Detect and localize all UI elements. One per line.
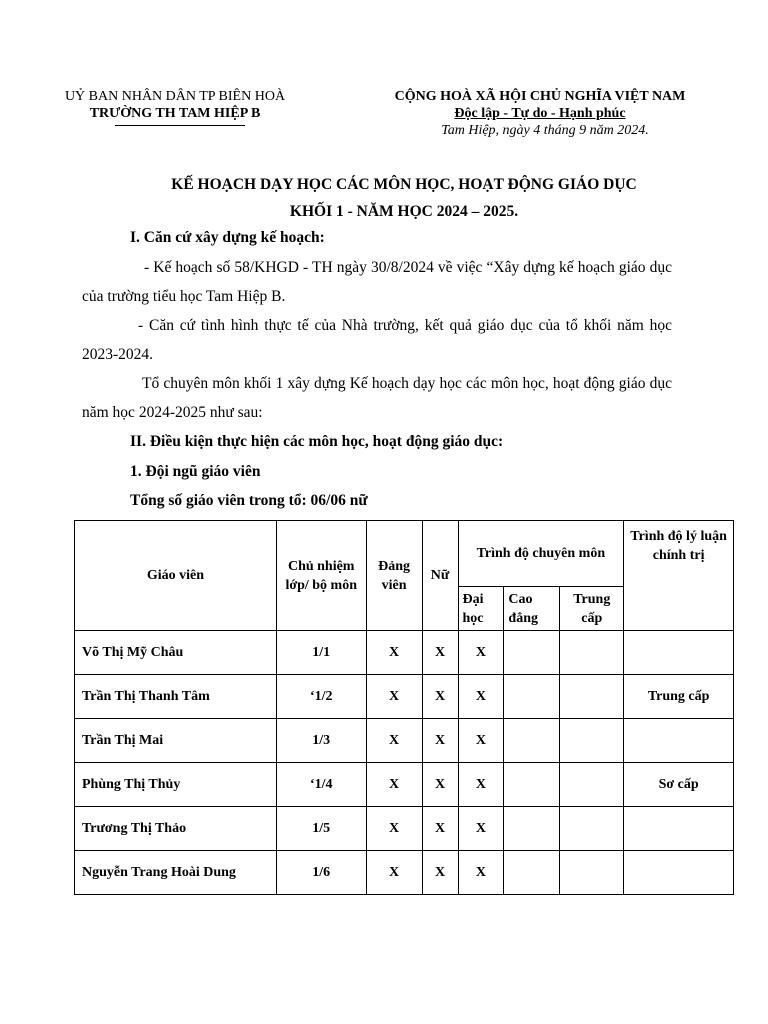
- teacher-count-summary: Tổng số giáo viên trong tổ: 06/06 nữ: [130, 492, 368, 509]
- motto-line: Độc lập - Tự do - Hạnh phúc: [454, 106, 626, 121]
- document-title: KẾ HOẠCH DẠY HỌC CÁC MÔN HỌC, HOẠT ĐỘNG GIÁO DỤC: [171, 176, 637, 193]
- intermediate-mark: [560, 675, 624, 719]
- university-mark: X: [458, 851, 504, 895]
- intermediate-mark: [560, 719, 624, 763]
- table-row: [75, 631, 734, 675]
- section-1-heading: I. Căn cứ xây dựng kế hoạch:: [130, 229, 325, 246]
- college-mark: [504, 719, 560, 763]
- section-2-heading: II. Điều kiện thực hiện các môn học, hoạt động giáo dục:: [130, 433, 504, 450]
- party-mark: X: [366, 851, 422, 895]
- political-level: [624, 719, 734, 763]
- header-intermediate: Trung cấp: [560, 587, 624, 631]
- header-college: Cao đẳng: [504, 587, 560, 631]
- college-mark: [504, 631, 560, 675]
- university-mark: X: [458, 807, 504, 851]
- table-row: [75, 763, 734, 807]
- header-party-member: Đảng viên: [366, 521, 422, 631]
- party-mark: X: [366, 719, 422, 763]
- intermediate-mark: [560, 631, 624, 675]
- college-mark: [504, 807, 560, 851]
- document-subtitle: KHỐI 1 - NĂM HỌC 2024 – 2025.: [289, 203, 519, 220]
- header-qualification: Trình độ chuyên môn: [458, 521, 624, 587]
- teacher-name: Trần Thị Mai: [75, 719, 277, 763]
- national-motto: [352, 88, 728, 139]
- intermediate-mark: [560, 763, 624, 807]
- table-row: [75, 719, 734, 763]
- female-mark: X: [422, 631, 458, 675]
- homeroom-class: 1/5: [276, 807, 366, 851]
- college-mark: [504, 851, 560, 895]
- header-university: Đại học: [458, 587, 504, 631]
- teacher-name: Trương Thị Thảo: [75, 807, 277, 851]
- party-mark: X: [366, 807, 422, 851]
- header-underline: [115, 125, 245, 126]
- table-row: [75, 807, 734, 851]
- teacher-name: Trần Thị Thanh Tâm: [75, 675, 277, 719]
- homeroom-class: 1/1: [276, 631, 366, 675]
- paragraph-intro: Tổ chuyên môn khối 1 xây dựng Kế hoạch dạy học các môn học, hoạt động giáo dục năm học 2024-2025 như sau:: [82, 375, 672, 421]
- political-level: [624, 851, 734, 895]
- authority-name: UỶ BAN NHÂN DÂN TP BIÊN HOÀ: [64, 89, 286, 104]
- homeroom-class: 1/3: [276, 719, 366, 763]
- intermediate-mark: [560, 807, 624, 851]
- female-mark: X: [422, 763, 458, 807]
- political-level: Trung cấp: [624, 675, 734, 719]
- teacher-table: [74, 520, 734, 895]
- university-mark: X: [458, 631, 504, 675]
- party-mark: X: [366, 631, 422, 675]
- paragraph-situation: - Căn cứ tình hình thực tế của Nhà trường, kết quả giáo dục của tổ khối năm học 2023-2024.: [82, 317, 672, 363]
- teacher-name: Phùng Thị Thủy: [75, 763, 277, 807]
- header-female: Nữ: [422, 521, 458, 631]
- teacher-name: Võ Thị Mỹ Châu: [75, 631, 277, 675]
- female-mark: X: [422, 807, 458, 851]
- female-mark: X: [422, 719, 458, 763]
- homeroom-class: 1/6: [276, 851, 366, 895]
- university-mark: X: [458, 675, 504, 719]
- teacher-name: Nguyễn Trang Hoài Dung: [75, 851, 277, 895]
- female-mark: X: [422, 675, 458, 719]
- party-mark: X: [366, 675, 422, 719]
- political-level: [624, 807, 734, 851]
- subsection-teachers: 1. Đội ngũ giáo viên: [130, 463, 261, 480]
- table-row: [75, 675, 734, 719]
- school-name: TRƯỜNG TH TAM HIỆP B: [89, 106, 261, 121]
- header-political-level: Trình độ lý luận chính trị: [624, 521, 734, 631]
- header-homeroom: Chủ nhiệm lớp/ bộ môn: [276, 521, 366, 631]
- college-mark: [504, 763, 560, 807]
- political-level: [624, 631, 734, 675]
- political-level: Sơ cấp: [624, 763, 734, 807]
- female-mark: X: [422, 851, 458, 895]
- country-name: CỘNG HOÀ XÃ HỘI CHỦ NGHĨA VIỆT NAM: [394, 89, 686, 104]
- party-mark: X: [366, 763, 422, 807]
- homeroom-class: ‘1/2: [276, 675, 366, 719]
- college-mark: [504, 675, 560, 719]
- university-mark: X: [458, 763, 504, 807]
- date-line: Tam Hiệp, ngày 4 tháng 9 năm 2024.: [441, 123, 649, 138]
- paragraph-plan-reference: - Kế hoạch số 58/KHGD - TH ngày 30/8/2024 về việc “Xây dựng kế hoạch giáo dục của trường tiểu học Tam Hiệp B.: [82, 259, 672, 305]
- intermediate-mark: [560, 851, 624, 895]
- homeroom-class: ‘1/4: [276, 763, 366, 807]
- table-row: [75, 851, 734, 895]
- header-teacher: Giáo viên: [75, 521, 277, 631]
- issuing-authority: [40, 88, 310, 122]
- university-mark: X: [458, 719, 504, 763]
